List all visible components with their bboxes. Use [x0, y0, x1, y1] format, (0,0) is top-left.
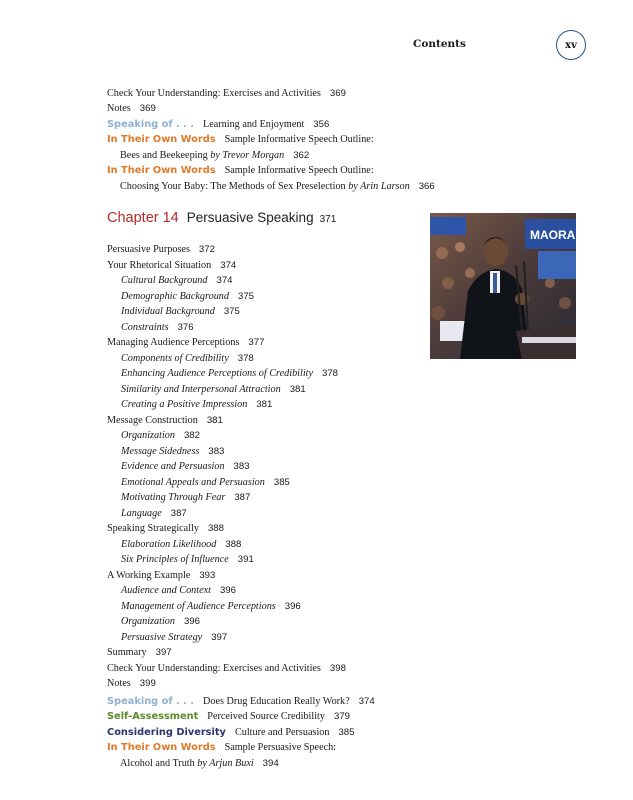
feature-label: Speaking of . . . — [107, 696, 194, 707]
entry-page: 375 — [237, 290, 254, 302]
toc-entry — [107, 335, 264, 351]
toc-entry — [107, 568, 215, 584]
feature-label: In Their Own Words — [107, 134, 216, 145]
entry-title: A Working Example — [107, 569, 191, 581]
feature-label: Speaking of . . . — [107, 119, 194, 130]
entry-page: 387 — [234, 492, 251, 503]
entry-page: 372 — [198, 244, 215, 255]
entry-page: 398 — [329, 662, 346, 674]
entry-page: 381 — [206, 414, 223, 426]
toc-entry: Notes 369 — [107, 103, 156, 114]
entry-page: 378 — [237, 352, 254, 364]
entry-title: Demographic Background — [121, 290, 229, 302]
chapter-number: Chapter 14 — [107, 210, 179, 226]
toc-subentry — [121, 304, 240, 320]
toc-entry — [107, 645, 172, 661]
entry-page: 397 — [211, 631, 228, 643]
entry-title: Individual Background — [121, 306, 215, 317]
entry-title: Message Construction — [107, 414, 198, 426]
toc-entry — [107, 242, 215, 258]
entry-title: Persuasive Purposes — [107, 244, 190, 255]
entry-title: Your Rhetorical Situation — [107, 259, 212, 271]
svg-text:MAORA: MAORA — [530, 228, 576, 242]
entry-title: Message Sidedness — [121, 445, 200, 457]
entry-title: Motivating Through Fear — [121, 492, 226, 503]
entry-page: 396 — [183, 616, 200, 627]
chapter-page: 371 — [319, 214, 337, 225]
entry-title: Creating a Positive Impression — [121, 399, 248, 410]
toc-subentry — [121, 351, 254, 367]
feature-entry-continued: Choosing Your Baby: The Methods of Sex Preselection by Arin Larson 366 — [120, 181, 435, 192]
feature-entry: In Their Own Words Sample Informative Speech Outline: — [107, 165, 374, 176]
page-number: xv — [565, 39, 577, 51]
toc-subentry — [121, 289, 254, 305]
toc-subentry — [121, 397, 272, 413]
entry-page: 396 — [284, 600, 301, 612]
entry-page: 374 — [216, 275, 233, 286]
entry-page: 381 — [289, 383, 306, 395]
feature-entry: Speaking of . . . Learning and Enjoyment 356 — [107, 119, 330, 130]
entry-page: 387 — [170, 507, 187, 519]
entry-page: 383 — [208, 445, 225, 457]
entry-page: 381 — [256, 399, 273, 410]
speaker-photo — [430, 213, 576, 359]
toc-entry — [107, 521, 224, 537]
entry-title: Organization — [121, 430, 175, 441]
toc-entry: Check Your Understanding: Exercises and Activities 369 — [107, 88, 346, 99]
entry-page: 391 — [237, 554, 254, 565]
entry-page: 378 — [322, 368, 339, 379]
entry-title: Cultural Background — [121, 275, 208, 286]
entry-page: 388 — [225, 538, 242, 550]
feature-entry: In Their Own Words Sample Persuasive Speech: — [107, 742, 337, 753]
entry-title: Organization — [121, 616, 175, 627]
entry-page: 374 — [220, 259, 237, 271]
toc-subentry — [121, 273, 233, 289]
toc-subentry — [121, 320, 194, 336]
entry-title: Language — [121, 507, 162, 519]
entry-page: 377 — [248, 337, 265, 348]
entry-page: 382 — [183, 430, 200, 441]
toc-entry — [107, 676, 156, 692]
toc-subentry — [121, 459, 250, 475]
entry-title: Similarity and Interpersonal Attraction — [121, 383, 281, 395]
toc-entry — [107, 413, 223, 429]
entry-page: 375 — [223, 306, 240, 317]
entry-title: Audience and Context — [121, 585, 211, 596]
feature-entry-continued: Bees and Beekeeping by Trevor Morgan 362 — [120, 150, 310, 161]
entry-title: Constraints — [121, 321, 169, 333]
entry-title: Six Principles of Influence — [121, 554, 229, 565]
toc-subentry — [121, 506, 187, 522]
page-number-badge — [556, 30, 586, 60]
entry-title: Emotional Appeals and Persuasion — [121, 476, 265, 488]
entry-title: Summary — [107, 647, 147, 658]
toc-entry — [107, 258, 236, 274]
entry-page: 388 — [207, 523, 224, 534]
entry-page: 376 — [177, 321, 194, 333]
running-header-title: Contents — [413, 38, 466, 50]
toc-subentry — [121, 475, 290, 491]
chapter-heading — [107, 209, 336, 227]
entry-title: Check Your Understanding: Exercises and Activities — [107, 662, 321, 674]
toc-subentry — [121, 444, 224, 460]
toc-subentry — [121, 366, 338, 382]
toc-subentry — [121, 490, 250, 506]
toc-subentry — [121, 583, 236, 599]
feature-entry-continued: Alcohol and Truth by Arjun Buxi 394 — [120, 758, 279, 769]
feature-entry: In Their Own Words Sample Informative Speech Outline: — [107, 134, 374, 145]
entry-title: Components of Credibility — [121, 352, 229, 364]
feature-entry: Speaking of . . . Does Drug Education Really Work? 374 — [107, 696, 375, 707]
toc-subentry — [121, 382, 306, 398]
feature-label: In Their Own Words — [107, 165, 216, 176]
toc-subentry — [121, 552, 254, 568]
entry-page: 399 — [139, 678, 156, 689]
toc-subentry — [121, 428, 200, 444]
feature-label: Self-Assessment — [107, 711, 199, 722]
toc-subentry — [121, 630, 227, 646]
feature-entry: Self-Assessment Perceived Source Credibility 379 — [107, 711, 350, 722]
feature-entry: Considering Diversity Culture and Persuasion 385 — [107, 727, 355, 738]
entry-title: Management of Audience Perceptions — [121, 600, 276, 612]
entry-title: Evidence and Persuasion — [121, 461, 225, 472]
entry-page: 383 — [233, 461, 250, 472]
entry-page: 393 — [199, 569, 216, 581]
feature-label: Considering Diversity — [107, 727, 226, 738]
entry-title: Managing Audience Perceptions — [107, 337, 240, 348]
toc-subentry — [121, 614, 200, 630]
entry-page: 385 — [273, 476, 290, 488]
entry-title: Persuasive Strategy — [121, 631, 203, 643]
entry-page: 396 — [219, 585, 236, 596]
entry-title: Elaboration Likelihood — [121, 538, 217, 550]
toc-subentry — [121, 537, 241, 553]
entry-title: Enhancing Audience Perceptions of Credibility — [121, 368, 314, 379]
feature-label: In Their Own Words — [107, 742, 216, 753]
toc-entry — [107, 661, 346, 677]
entry-page: 397 — [155, 647, 172, 658]
toc-subentry — [121, 599, 301, 615]
chapter-title: Persuasive Speaking — [186, 210, 314, 225]
entry-title: Notes — [107, 678, 131, 689]
entry-title: Speaking Strategically — [107, 523, 199, 534]
